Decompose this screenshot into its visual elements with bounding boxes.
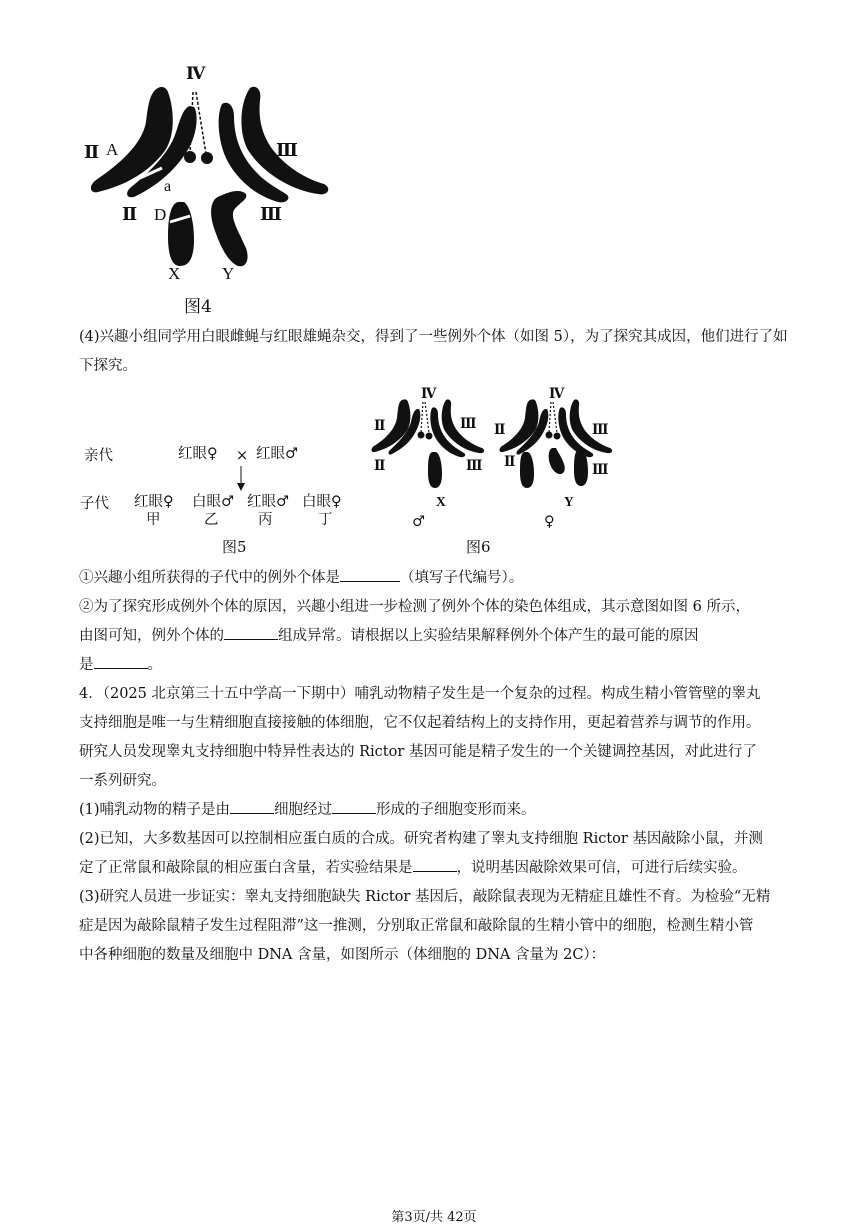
figure-4-chromosomes [80, 60, 340, 290]
offspring-id: 甲 [146, 512, 161, 528]
parent-label: 亲代 [84, 448, 113, 464]
question-4 [79, 680, 795, 970]
fig6-right-sex-chrom: Y [564, 494, 574, 509]
label-D: D [154, 205, 167, 224]
label-III-bottom: Ⅲ [260, 204, 282, 224]
offspring-id: 乙 [204, 512, 219, 528]
page-footer: 第3页/共 42页 [391, 1210, 477, 1225]
q-next-p1-b: 细胞经过 [274, 802, 333, 818]
q4-part2-line3-a: 是 [79, 657, 94, 673]
q4-part2-line2-b: 组成异常。请根据以上实验结果解释例外个体产生的最可能的原因 [278, 628, 699, 644]
fig6-right-II-bottom: Ⅱ [504, 454, 516, 469]
figure-5-caption: 图5 [222, 538, 247, 556]
q4-part2-line2 [79, 622, 795, 651]
fig6-right-III-top: Ⅲ [592, 422, 609, 437]
q-next-p1-a: (1)哺乳动物的精子是由 [79, 802, 231, 818]
offspring-trait: 红眼♀ [134, 494, 174, 510]
answer-blank[interactable] [94, 654, 148, 669]
answer-blank[interactable] [413, 857, 457, 872]
q-next-p1 [79, 796, 795, 825]
answer-blank[interactable] [224, 625, 278, 640]
q4-part2 [79, 593, 795, 680]
fig6-right-III-bottom: Ⅲ [592, 462, 609, 477]
label-II-top: Ⅱ [84, 142, 100, 162]
q4-part2-line3 [79, 651, 795, 680]
q4-intro: (4)兴趣小组同学用白眼雌蝇与红眼雄蝇杂交，得到了一些例外个体（如图 5），为了探究其成因，他们进行了如下探究。 [79, 329, 788, 374]
fig6-left-III-bottom: Ⅲ [466, 458, 483, 473]
q-next-p3-line3: 中各种细胞的数量及细胞中 DNA 含量，如图所示（体细胞的 DNA 含量为 2C）： [79, 947, 606, 963]
cross-symbol: × [236, 448, 249, 464]
figure-6 [366, 386, 626, 558]
q-next-p2-line1: (2)已知，大多数基因可以控制相应蛋白质的合成。研究者构建了睾丸支持细胞 Rictor 基因敲除小鼠，并测 [79, 831, 763, 847]
figure-6-caption: 图6 [466, 538, 491, 556]
fig6-right-IV: Ⅳ [549, 386, 565, 401]
cross-arrow-icon [235, 466, 247, 492]
label-Y: Y [222, 264, 235, 283]
q-next-p1-c: 形成的子细胞变形而来。 [376, 802, 536, 818]
answer-blank[interactable] [230, 799, 274, 814]
fig6-right-sex-symbol: ♀ [544, 514, 555, 530]
figure-5 [80, 438, 370, 558]
q4-part2-line2-a: 由图可知，例外个体的 [79, 628, 224, 644]
label-a: a [164, 178, 172, 195]
q-next-line4: 一系列研究。 [79, 773, 166, 789]
fig6-left-IV: Ⅳ [421, 386, 437, 401]
q-next-line2: 支持细胞是唯一与生精细胞直接接触的体细胞，它不仅起着结构上的支持作用，更起着营养与调节的作用。 [79, 715, 761, 731]
parent-male: 红眼♂ [256, 446, 298, 462]
q4-part2-line3-b: 。 [147, 657, 162, 673]
label-X: X [168, 264, 181, 283]
q4-part2-line1: ②为了探究形成例外个体的原因，兴趣小组进一步检测了例外个体的染色体组成，其示意图如图 6 所示， [79, 599, 750, 615]
offspring-list [134, 492, 374, 536]
q4-part1 [79, 564, 795, 593]
answer-blank[interactable] [332, 799, 376, 814]
offspring-label: 子代 [80, 496, 109, 512]
q-next-p3-line2: 症是因为敲除鼠精子发生过程阻滞”这一推测，分别取正常鼠和敲除鼠的生精小管中的细胞，检测生精小管 [79, 918, 754, 934]
q4-part1-text-a: ①兴趣小组所获得的子代中的例外个体是 [79, 570, 340, 586]
fig6-right-II-top: Ⅱ [494, 422, 506, 437]
figure-4 [80, 60, 340, 320]
q-next-p2-line2 [79, 854, 795, 883]
offspring-id: 丁 [318, 512, 333, 528]
offspring-trait: 白眼♂ [192, 494, 234, 510]
q-next-p2-line2-b: ，说明基因敲除效果可信，可进行后续实验。 [456, 860, 747, 876]
fig6-left-II-bottom: Ⅱ [374, 458, 386, 473]
label-II-bottom: Ⅱ [122, 204, 138, 224]
q-next-p2-line2-a: 定了正常鼠和敲除鼠的相应蛋白含量，若实验结果是 [79, 860, 413, 876]
label-A: A [106, 140, 119, 159]
figure-4-caption: 图4 [184, 297, 212, 317]
offspring-trait: 红眼♂ [247, 494, 289, 510]
figure-6-right-chromosomes [494, 386, 618, 496]
fig6-left-III-top: Ⅲ [460, 416, 477, 431]
answer-blank[interactable] [340, 567, 400, 582]
fig6-left-sex-symbol: ♂ [412, 514, 425, 530]
figure-6-left-chromosomes [366, 386, 490, 496]
q-next-line1: 4．（2025 北京第三十五中学高一下期中）哺乳动物精子发生是一个复杂的过程。构成生精小管管壁的睾丸 [79, 686, 761, 702]
offspring-trait: 白眼♀ [302, 494, 342, 510]
label-III-top: Ⅲ [276, 140, 298, 160]
label-IV: Ⅳ [186, 64, 206, 83]
q-next-p3-line1: (3)研究人员进一步证实：睾丸支持细胞缺失 Rictor 基因后，敲除鼠表现为无精症且雄性不育。为检验“无精 [79, 889, 771, 905]
parent-female: 红眼♀ [178, 446, 218, 462]
q-next-line3: 研究人员发现睾丸支持细胞中特异性表达的 Rictor 基因可能是精子发生的一个关键调控基因，对此进行了 [79, 744, 757, 760]
fig6-left-sex-chrom: X [436, 494, 446, 509]
fig6-left-II-top: Ⅱ [374, 418, 386, 433]
offspring-id: 丙 [258, 512, 273, 528]
q4-part1-text-b: （填写子代编号）。 [400, 570, 524, 586]
